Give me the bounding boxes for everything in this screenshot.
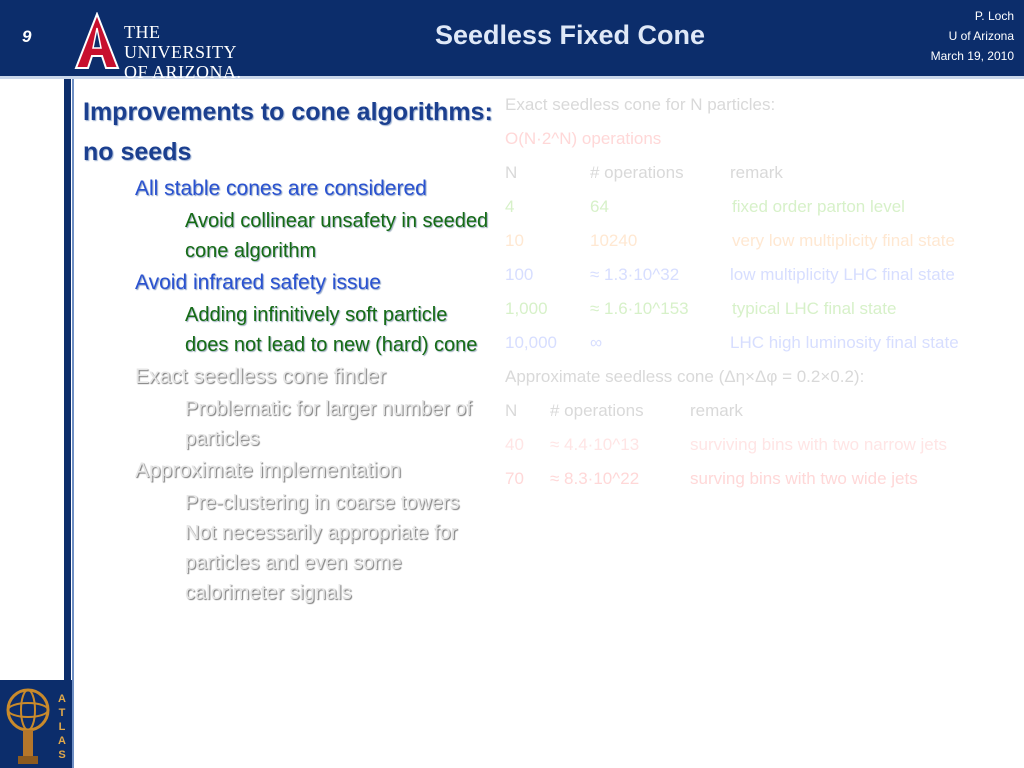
slide-header xyxy=(0,0,1024,82)
sub-bullet-preclustering: Pre-clustering in coarse towers xyxy=(185,492,460,514)
table-row: 40 ≈ 4.4·10^13 surviving bins with two narrow jets xyxy=(505,435,947,454)
bullet-stable-cones: All stable cones are considered xyxy=(135,177,427,200)
bullet-approx: Approximate implementation xyxy=(135,459,402,482)
sub-bullet-soft-particle: Adding infinitively soft particle does not lead to new (hard) cone xyxy=(185,304,478,356)
table-row: 70 ≈ 8.3·10^22 surving bins with two wide jets xyxy=(505,469,918,488)
svg-text:L: L xyxy=(58,721,66,733)
svg-text:A: A xyxy=(58,693,66,705)
svg-text:A: A xyxy=(58,735,66,747)
sub-bullet-not-appropriate: Not necessarily appropriate for particles and even some calorimeter signals xyxy=(185,522,458,604)
block-a-logo-icon xyxy=(74,12,120,70)
bullet-list xyxy=(83,92,493,608)
table-row: 10 10240 very low multiplicity final state xyxy=(505,231,955,250)
table2-header-n: N xyxy=(505,401,518,420)
svg-text:T: T xyxy=(58,707,66,719)
approx-title: Approximate seedless cone (Δη×Δφ = 0.2×0.2): xyxy=(505,367,865,386)
atlas-figure-logo-icon xyxy=(0,680,72,768)
table1-header-ops: # operations xyxy=(590,163,684,182)
bullet-exact-finder: Exact seedless cone finder xyxy=(135,365,386,388)
table-row: 100 ≈ 1.3·10^32 low multiplicity LHC final state xyxy=(505,265,955,284)
sub-bullet-problematic: Problematic for larger number of particles xyxy=(185,398,472,450)
exact-operations: O(N·2^N) operations xyxy=(505,129,662,148)
affiliation: U of Arizona xyxy=(948,29,1014,43)
complexity-panel xyxy=(505,88,1024,496)
table-row: 10,000 ∞ LHC high luminosity final state xyxy=(505,333,959,352)
table1-header xyxy=(505,156,1024,190)
table2-header-remark: remark xyxy=(690,401,743,420)
section-heading: Improvements to cone algorithms: no seeds xyxy=(83,98,493,166)
slide-title: Seedless Fixed Cone xyxy=(434,20,706,50)
svg-text:S: S xyxy=(58,749,66,761)
table-row: 4 64 fixed order parton level xyxy=(505,197,905,216)
university-name-line2: OF ARIZONA. xyxy=(124,62,242,82)
sidebar xyxy=(0,79,64,768)
sidebar-divider-accent xyxy=(72,79,74,768)
table1-header-n: N xyxy=(505,163,518,182)
table2-header-ops: # operations xyxy=(550,401,644,420)
table1-header-remark: remark xyxy=(730,163,783,182)
sub-bullet-collinear: Avoid collinear unsafety in seeded cone algorithm xyxy=(185,210,489,262)
slide-meta xyxy=(931,6,1014,66)
university-logo xyxy=(74,12,264,82)
date: March 19, 2010 xyxy=(930,49,1014,63)
bullet-infrared: Avoid infrared safety issue xyxy=(135,271,381,294)
university-name-line1: THE UNIVERSITY xyxy=(124,22,237,62)
table2-header xyxy=(505,394,1024,428)
sidebar-divider xyxy=(64,79,71,768)
slide-number: 9 xyxy=(22,27,32,46)
author: P. Loch xyxy=(974,9,1014,23)
table-row: 1,000 ≈ 1.6·10^153 typical LHC final state xyxy=(505,299,897,318)
atlas-logo xyxy=(0,680,72,768)
exact-title: Exact seedless cone for N particles: xyxy=(505,95,776,114)
